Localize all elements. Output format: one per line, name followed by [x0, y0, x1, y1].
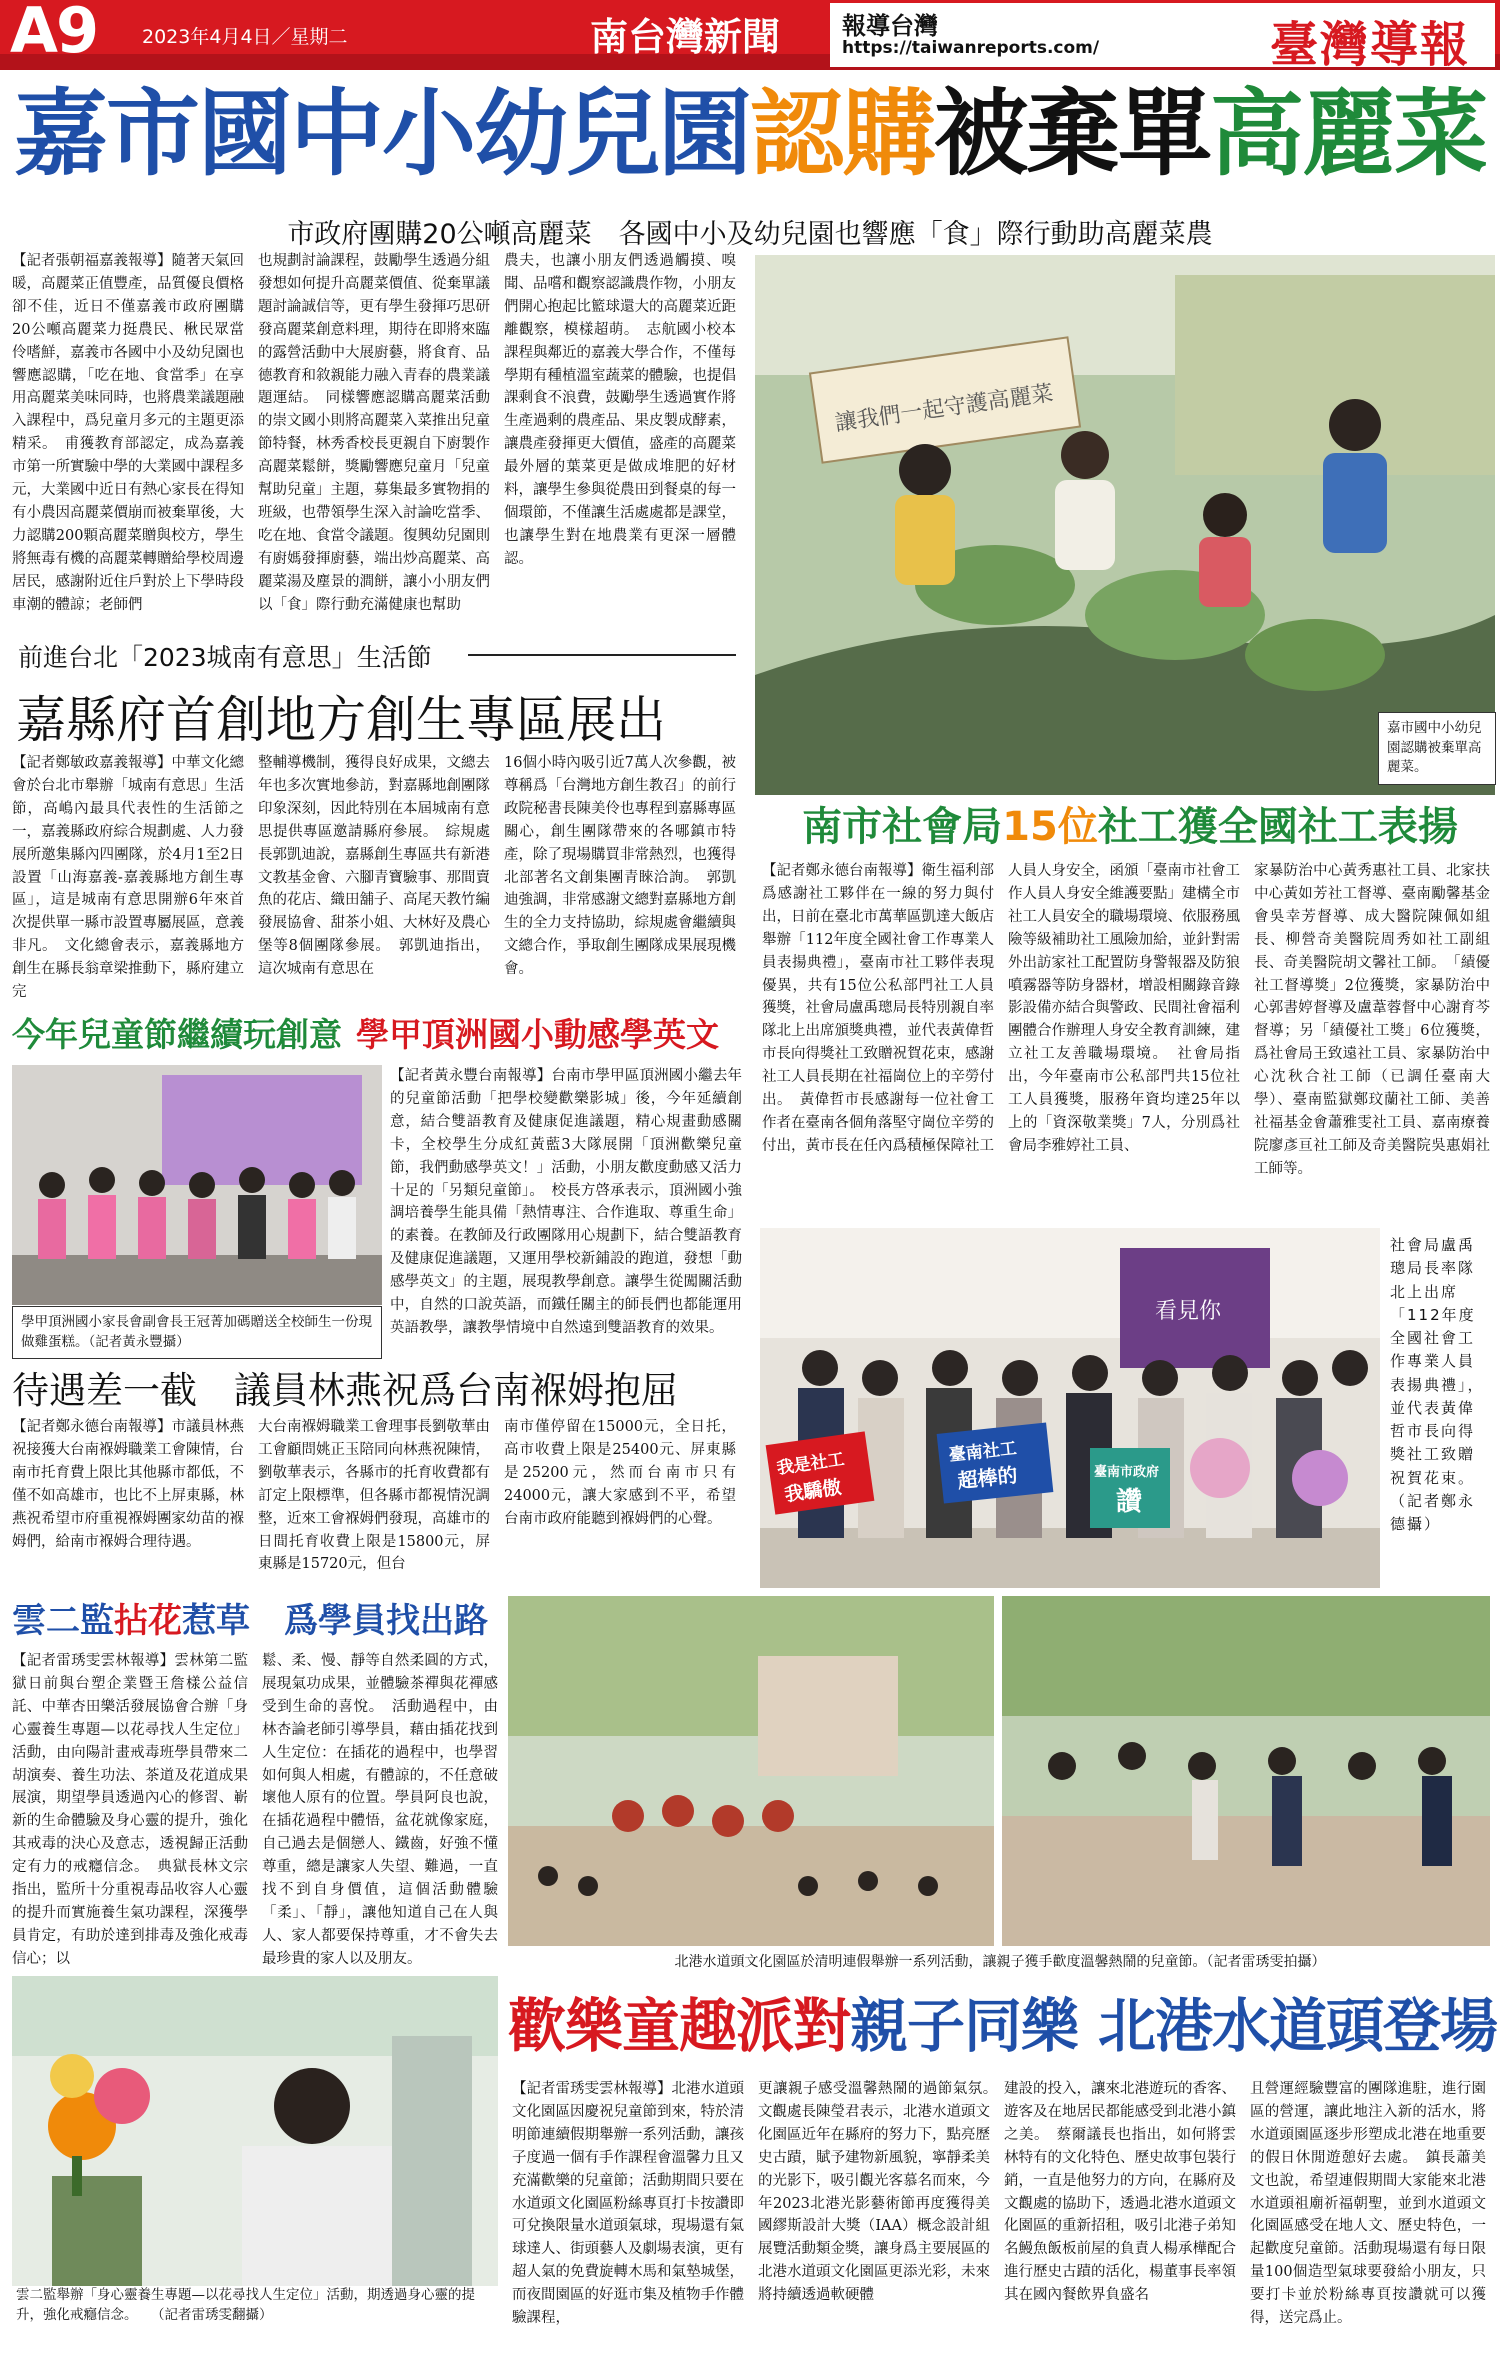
childrens-day-headline: [12, 1012, 752, 1058]
nanny-column-3: 南市僅停留在15000元，全日托，高市收費上限是25400元、屏東縣是25200元，然而台南市只有24000元，讓大家感到不平，希望台南市政府能聽到褓姆們的心聲。: [504, 1419, 736, 1527]
beigang-headline-part2: 親子同樂: [850, 1992, 1079, 2060]
beigang-headline-part1: 歡樂童趣派對: [508, 1992, 851, 2060]
prison-headline-part3: 惹草 爲學員找出路: [182, 1601, 488, 1641]
social-photo-sign-mid-2: 超棒的: [956, 1462, 1019, 1493]
social-photo-sign-left-1: 我是社工: [775, 1449, 846, 1479]
lead-column-2: 也規劃討論課程，鼓勵學生透過分組發想如何提升高麗菜價值、從棄單議題討論誠信等，更有學生發揮巧思研發高麗菜創意料理，期待在即將來臨的露營活動中大展廚藝，將食育、品德教育和敘親能力融入青春的農業議題運結。 同樣響應認購高麗菜活動的崇文國小則將高麗菜入菜推出兒童節特餐，林秀香校長更親自下廚製作高麗菜鬆餅，獎勵響應兒童月「兒童幫助兒童」主題，募集最多實物捐的班級，也帶領學生深入討論吃當季、吃在地、食當令議題。復興幼兒園則有廚媽發揮廚藝，端出炒高麗菜、高麗菜湯及塵景的澗餅，讓小小朋友們以「食」際行動充滿健康也幫助: [258, 253, 490, 613]
lead-headline-part2: 認購: [749, 80, 934, 189]
beigang-column-1: 【記者雷琇雯雲林報導】北港水道頭文化園區因慶祝兒童節到來，特於清明節連續假期舉辦一系列活動，讓孩子度過一個有手作課程會溫馨力且又充滿歡樂的兒童節；活動期間只要在水道頭文化園區粉絲專頁打卡按讚即可兌換限量水道頭氣球，現場還有氣球達人、街頭藝人及劇場表演，更有超人氣的免費旋轉木馬和氣墊城堡，而夜間園區的好逛市集及植物手作體驗課程，: [512, 2081, 744, 2327]
childrens-day-headline-part2: 學甲頂洲國小動感學英文: [356, 1015, 719, 1054]
social-photo-illustration: [760, 1228, 1380, 1588]
social-headline-part2: 15位: [1002, 804, 1098, 850]
beigang-headline: [508, 1988, 1498, 2064]
childrens-day-photo-caption: 學甲頂洲國小家長會副會長王冠菁加碼贈送全校師生一份現做雞蛋糕。（記者黃永豐攝）: [12, 1306, 382, 1359]
prison-column-2: 鬆、柔、慢、靜等自然柔圓的方式，展現氣功成果，並體驗茶禪與花禪感受到生命的喜悅。 活動過程中，由林杏論老師引導學員，藉由插花找到人生定位：在插花的過程中，也學習如何與人相處，有體諒的，不任意破壞他人原有的位置。學員阿良也說，在插花過程中體悟，盆花就像家庭，自己過去是個戀人、鐵齒，好強不懂尊重，總是讓家人失望、難過，一直找不到自身價值，這個活動體驗「柔」、「靜」，讓他知道自己在人與人、家人都要保持尊重，才不會失去最珍貴的家人以及朋友。: [262, 1653, 498, 1967]
social-photo-caption: 社會局盧禹璁局長率隊北上出席「112年度全國社會工作專業人員表揚典禮」，並代表黃偉哲市長向得獎社工致贈祝賀花束。（記者鄭永德攝）: [1390, 1236, 1485, 1533]
social-photo-sign-right-1: 臺南市政府: [1094, 1465, 1160, 1480]
lead-headline: [0, 80, 1500, 190]
childrens-day-photo-illustration: [12, 1065, 382, 1305]
beigang-photo-left: [508, 1596, 994, 1946]
social-photo-sign-mid-1: 臺南社工: [947, 1438, 1018, 1466]
lead-subhead: 市政府團購20公噸高麗菜 各國中小及幼兒園也響應「食」際行動助高麗菜農: [287, 219, 1213, 250]
section-title: 南台灣新聞: [590, 15, 781, 59]
creation-column-2: 整輔導機制，獲得良好成果，文總去年也多次實地參訪，對嘉縣地創團隊印象深刻，因此特別在本屆城南有意思提供專區邀請縣府參展。 綜規處長郭凱迪說，嘉縣創生專區共有新港文教基金會、六腳青寶驗事、那間賣魚的花店、織田舖子、高尾天教竹編發展協會、甜茶小姐、大林好及農心堡等8個團隊參展。 郭凱迪指出，這次城南有意思在: [258, 755, 490, 978]
prison-headline-part2: 拈花: [114, 1601, 182, 1641]
nanny-column-1: 【記者鄭永德台南報導】市議員林燕祝接獲大台南褓姆職業工會陳情，台南市托育費上限比其他縣市都低，不僅不如高雄市，也比不上屏東縣，林燕祝希望市府重視褓姆團家幼苗的褓姆們，給南市褓姆合理待遇。: [12, 1419, 244, 1550]
creation-column-3: 16個小時內吸引近7萬人次參觀，被尊稱爲「台灣地方創生教召」的前行政院秘書長陳美伶也專程到嘉縣專區關心，創生團隊帶來的各哪鎮市特產，除了現場購買非常熱烈，也獲得北部著名文創集團青睞洽詢。 郭凱迪強調，非常感謝文總對嘉縣地方創生的全力支持協助，綜規處會繼續與文總合作，爭取創生團隊成果展現機會。: [504, 755, 736, 978]
newspaper-logo: 臺灣導報: [1270, 17, 1471, 73]
lead-headline-part3: 被棄單: [934, 80, 1211, 189]
lead-photo-sign: 讓我們一起守護高麗菜: [833, 381, 1055, 437]
creation-kicker-rule: [468, 654, 736, 656]
social-column-1: 【記者鄭永德台南報導】衛生福利部爲感謝社工夥伴在一線的努力與付出，日前在臺北市萬華區凱達大飯店舉辦「112年度全國社會工作專業人員表揚典禮」，臺南市社工夥伴表現優異，共有15位公私部門社工人員獲獎，社會局盧禹璁局長特別親自率隊北上出席頒獎典禮，並代表黃偉哲市長向得獎社工致贈祝賀花束，感謝社工人員長期在社福崗位上的辛勞付出。 黃偉哲市長感謝每一位社會工作者在臺南各個角落堅守崗位辛勞的付出，黃市長在任內爲積極保障社工: [762, 863, 994, 1154]
reporter-label: 報導台灣: [842, 12, 938, 40]
social-headline-part3: 社工獲全國社工表揚: [1097, 804, 1458, 850]
beigang-column-2: 更讓親子感受溫馨熱鬧的過節氣氛。 文觀處長陳瑩君表示，北港水道頭文化園區近年在縣府的努力下，點亮歷史古蹟，賦予建物新風貌，寧靜柔美的光影下，吸引觀光客慕名而來，今年2023北港光影藝術節再度獲得美國繆斯設計大獎（IAA）概念設計組展覽活動類金獎，讓身爲主要展區的北港水道頭文化園區更添光彩，未來將持續透過軟硬體: [758, 2081, 1005, 2304]
beigang-photo-right: [1002, 1596, 1490, 1946]
social-photo-sign-left-2: 我驕傲: [783, 1476, 843, 1507]
lead-photo-caption: 嘉市國中小幼兒園認購被棄單高麗菜。: [1378, 712, 1496, 785]
beigang-photo-left-illustration: [508, 1596, 994, 1946]
prison-photo: [12, 1976, 498, 2286]
issue-date: 2023年4月4日／星期二: [142, 26, 348, 48]
prison-headline-part1: 雲二監: [12, 1601, 114, 1641]
nanny-headline: 待遇差一截 議員林燕祝爲台南褓姆抱屈: [12, 1369, 678, 1412]
childrens-day-headline-part1: 今年兒童節繼續玩創意: [12, 1015, 342, 1054]
social-photo: [760, 1228, 1380, 1588]
site-url[interactable]: https://taiwanreports.com/: [842, 38, 1100, 58]
lead-headline-part4: 高麗菜: [1210, 80, 1487, 189]
beigang-column-4: 且營運經驗豐富的團隊進駐，進行園區的營運，讓此地注入新的活水，將水道頭園區逐步形塑成北港在地重要的假日休閒遊憩好去處。 鎮長蕭美文也說，希望連假期間大家能來北港水道頭祖廟祈福朝聖，並到水道頭文化園區感受在地人文、歷史特色，一起歡度兒童節。活動現場還有每日限量100個造型氣球要發給小朋友，只要打卡並於粉絲專頁按讚就可以獲得，送完爲止。: [1250, 2081, 1486, 2327]
page-number: A9: [10, 0, 98, 67]
social-column-3: 家暴防治中心黃秀惠社工員、北家扶中心黃如芳社工督導、臺南勵馨基金會吳幸芳督導、成大醫院陳佩如組長、柳營奇美醫院周秀如社工副組長、奇美醫院胡文馨社工師。 「績優社工督導獎」2位獲獎，家暴防治中心郭書婷督導及盧葦蓉督中心謝育芩督導；另「績優社工獎」6位獲獎，爲社會局王致遠社工員、家暴防治中心沈秋合社工師（已調任臺南大學）、臺南監獄鄭玟蘭社工師、美善社福基金會蕭雅雯社工員、嘉南療養院廖彥亘社工師及奇美醫院吳惠娟社工師等。: [1254, 863, 1490, 1177]
prison-column-1: 【記者雷琇雯雲林報導】雲林第二監獄日前與台塑企業暨王詹樣公益信託、中華杏田樂活發展協會合辦「身心靈養生專題—以花尋找人生定位」活動，由向陽計畫戒毒班學員帶來二胡演奏、養生功法、茶道及花道成果展演，期望學員透過內心的修習、嶄新的生命體驗及身心靈的提升，強化其戒毒的決心及意志，透視歸正活動定有力的戒癮信念。 典獄長林文宗指出，監所十分重視毒品收容人心靈的提升而實施養生氣功課程，深獲學員肯定，有助於達到排毒及強化戒毒信心；以: [12, 1653, 248, 1967]
prison-photo-illustration: [12, 1976, 498, 2286]
social-photo-sign-right-2: 讚: [1116, 1487, 1143, 1517]
beigang-photo-caption: 北港水道頭文化園區於清明連假舉辦一系列活動，讓親子獲手歡度溫馨熱鬧的兒童節。（記者雷琇雯拍攝）: [674, 1954, 1326, 1970]
beigang-photo-right-illustration: [1002, 1596, 1490, 1946]
childrens-day-body: 【記者黃永豐台南報導】台南市學甲區頂洲國小繼去年的兒童節活動「把學校變歡樂影城」後，今年延續創意，結合雙語教育及健康促進議題，精心規畫動感關卡，全校學生分成紅黃藍3大隊展開「頂洲歡樂兒童節，我們動感學英文！」活動，小朋友歡度動感又活力十足的「另類兒童節」。 校長方啓承表示，頂洲國小強調培養學生能具備「熱情專注、合作進取、尊重生命」的素養。在教師及行政團隊用心規劃下，結合雙語教育及健康促進議題，又運用學校新鋪設的跑道，發想「動感學英文」的主題，展現教學創意。讓學生從闖關活動中，自然的口說英語，而鐵任關主的師長們也都能運用英語教學，讓教學情境中自然遠到雙語教育的效果。: [390, 1068, 742, 1336]
beigang-column-3: 建設的投入，讓來北港遊玩的香客、遊客及在地居民都能感受到北港小鎮之美。 蔡爾議長也指出，如何將雲林特有的文化特色、歷史故事包裝行銷，一直是他努力的方向，在縣府及文觀處的協助下，透過北港水道頭文化園區的重新招租，吸引北港子弟知名鰻魚飯板前屋的負責人楊承樺配合進行歷史古蹟的活化，楊董事長率領其在國內餐飲界負盛名: [1004, 2081, 1236, 2304]
social-column-2: 人員人身安全，函頒「臺南市社會工作人員人身安全維護要點」建構全市社工人員安全的職場環境、依服務風險等級補助社工風險加給，並針對需外出訪家社工配置防身警報器及防狼噴霧器等防身器材，增設相關錄音錄影設備亦結合與警政、民間社會福利團體合作辦理人身安全教育訓練，建立社工友善職場環境。 社會局指出，今年臺南市公私部門共15位社工人員獲獎，服務年資均達25年以上的「資深敬業獎」7人，分別爲社會局李雅婷社工員、: [1008, 863, 1240, 1154]
lead-column-3: 農夫，也讓小朋友們透過觸摸、嗅聞、品嚐和觀察認識農作物，小朋友們開心抱起比籃球還大的高麗菜近距離觀察，模樣超萌。 志航國小校本課程與鄰近的嘉義大學合作，不僅每學期有種植溫室蔬菜的體驗，也提倡課剩食不浪費，鼓勵學生透過實作將生產過剩的農產品、果皮製成酵素，讓農產發揮更大價值，盛產的高麗菜最外層的葉菜更是做成堆肥的好材料，讓學生參與從農田到餐桌的每一個環節，不僅讓生活處處都是課堂，也讓學生對在地農業有更深一層體認。: [504, 253, 736, 567]
prison-photo-caption: 雲二監舉辦「身心靈養生專題—以花尋找人生定位」活動，期透過身心靈的提升，強化戒癮信念。 （記者雷琇雯翻攝）: [16, 2287, 475, 2323]
social-photo-sign-small: 看見你: [1155, 1299, 1222, 1324]
creation-column-1: 【記者鄭敏政嘉義報導】中華文化總會於台北市舉辦「城南有意思」生活節，高嶋內最具代表性的生活節之一，嘉義縣政府綜合規劃處、人力發展所邀集縣內四團隊，於4月1至2日設置「山海嘉義-嘉義縣地方創生專區」，這是城南有意思開辦6年來首次提供單一縣市設置專屬展區，意義非凡。 文化總會表示，嘉義縣地方創生在縣長翁章梁推動下，縣府建立完: [12, 755, 244, 1001]
creation-headline: 嘉縣府首創地方創生專區展出: [16, 691, 666, 749]
lead-headline-part1: 嘉市國中小幼兒園: [13, 80, 750, 189]
nanny-column-2: 大台南褓姆職業工會理事長劉敬華由工會顧問姚正玉陪同向林燕祝陳情，劉敬華表示，各縣市的托育收費都有訂定上限標準，但各縣市都視情況調整，近來工會褓姆們發現，高雄市的日間托育收費上限是15800元，屏東縣是15720元，但台: [258, 1419, 490, 1573]
lead-column-1: 【記者張朝福嘉義報導】隨著天氣回暖，高麗菜正值豐產，品質優良價格卻不佳，近日不僅嘉義市政府團購20公噸高麗菜力挺農民、楸民眾當伶嗜鮮，嘉義市各國中小及幼兒園也響應認購，「吃在地、食當季」在享用高麗菜美味同時，也將農業議題融入課程中，爲兒童月多元的主題更添精采。 甫獲教育部認定，成為嘉義市第一所實驗中學的大業國中課程多元，大業國中近日有熱心家長在得知有小農因高麗菜價崩而被棄單後，大力認購200顆高麗菜贈與校方，學生將無毒有機的高麗菜轉贈給學校周邊居民，感謝附近住戶對於上下學時段車潮的體諒；老師們: [12, 253, 244, 613]
childrens-day-photo: [12, 1065, 382, 1305]
social-headline-part1: 南市社會局: [802, 804, 1003, 850]
beigang-headline-part3: 北港水道頭登場: [1098, 1992, 1498, 2060]
social-headline: [760, 800, 1500, 854]
prison-headline: [12, 1598, 512, 1644]
creation-kicker: 前進台北「2023城南有意思」生活節: [18, 643, 432, 672]
